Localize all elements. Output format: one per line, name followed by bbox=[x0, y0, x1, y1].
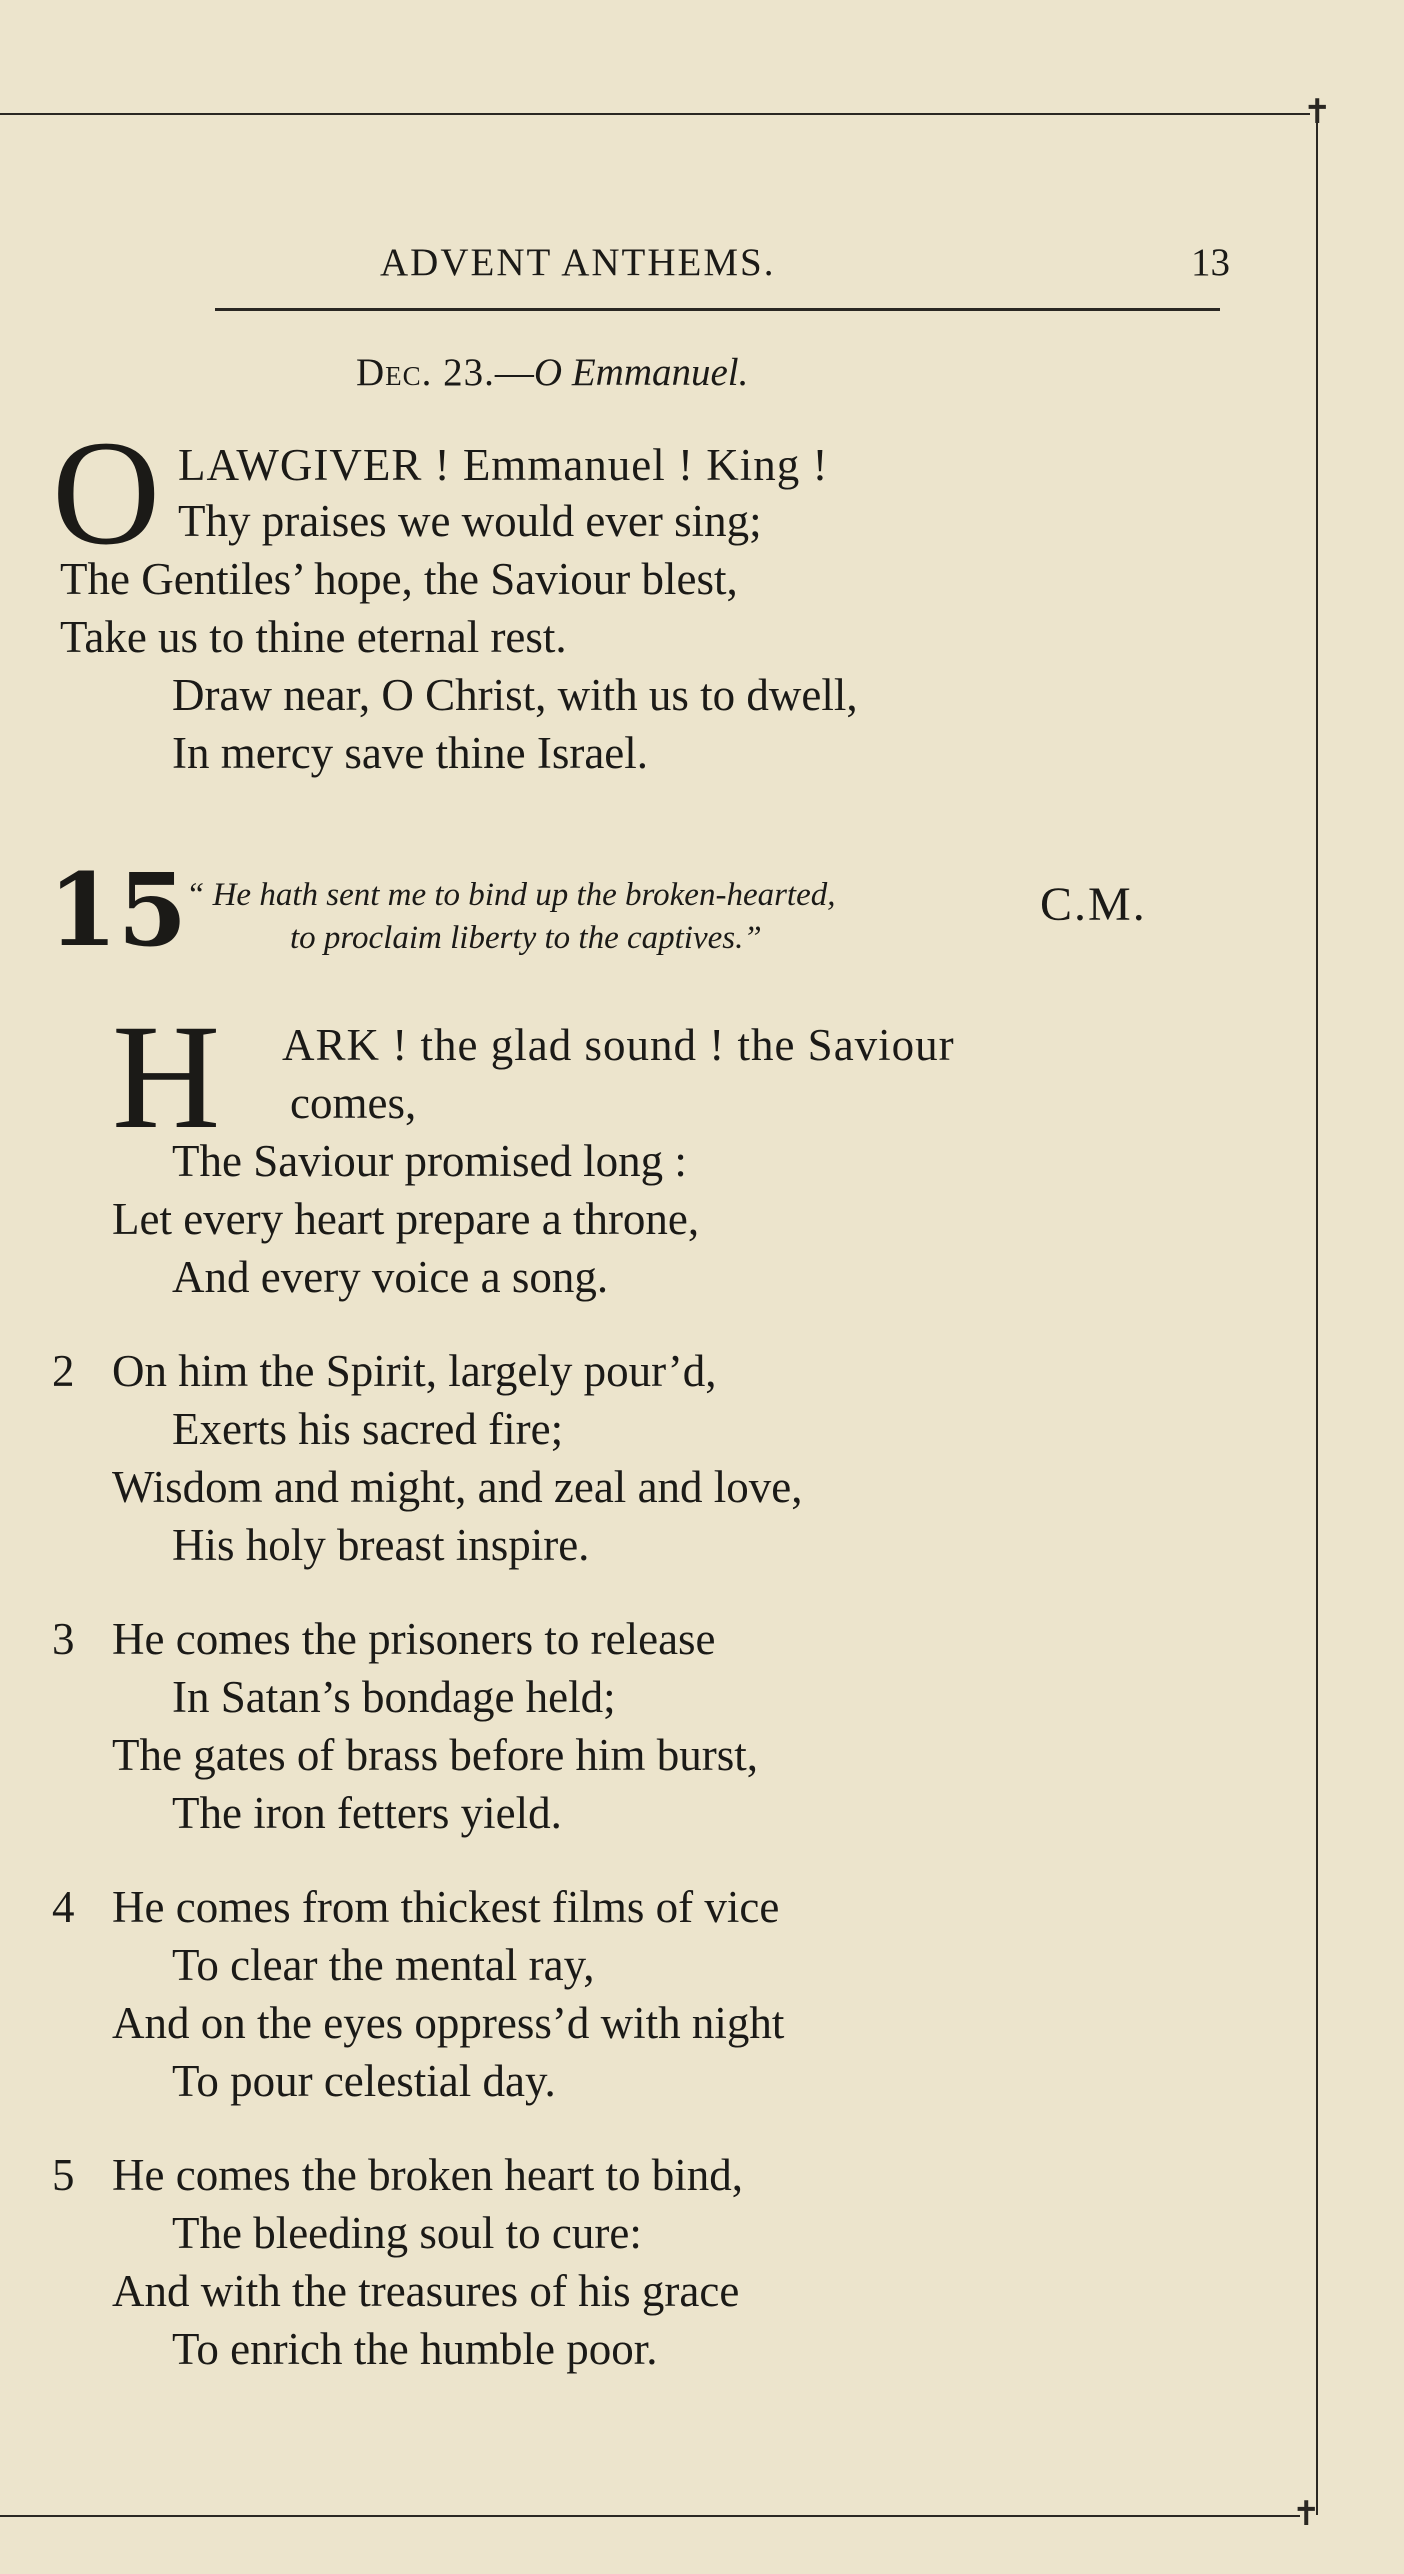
verse2-line-3: Wisdom and might, and zeal and love, bbox=[112, 1462, 803, 1512]
top-border-rule bbox=[0, 113, 1310, 115]
verse1-line-1-cont: comes, bbox=[290, 1078, 417, 1128]
verse1-line-1: ARK ! the glad sound ! the Saviour bbox=[282, 1020, 955, 1070]
anthem-line-6: In mercy save thine Israel. bbox=[172, 728, 649, 778]
verse3-line-3: The gates of brass before him burst, bbox=[112, 1730, 759, 1780]
verse-number-3: 3 bbox=[52, 1614, 75, 1664]
verse5-line-2: The bleeding soul to cure: bbox=[172, 2208, 642, 2258]
verse4-line-4: To pour celestial day. bbox=[172, 2056, 556, 2106]
bottom-border-rule bbox=[0, 2515, 1300, 2517]
anthem-dropcap: O bbox=[52, 410, 161, 576]
verse2-line-1: On him the Spirit, largely pour’d, bbox=[112, 1346, 717, 1396]
anthem-line-5: Draw near, O Christ, with us to dwell, bbox=[172, 670, 858, 720]
hymn-number: 15 bbox=[48, 851, 188, 969]
verse2-line-4: His holy breast inspire. bbox=[172, 1520, 590, 1570]
verse1-dropcap: H bbox=[112, 994, 221, 1160]
top-cross-ornament: ✝ bbox=[1303, 92, 1332, 132]
anthem-line-4: Take us to thine eternal rest. bbox=[60, 612, 567, 662]
verse-number-4: 4 bbox=[52, 1882, 75, 1932]
verse1-line-4: And every voice a song. bbox=[172, 1252, 609, 1302]
running-title: ADVENT ANTHEMS. bbox=[380, 241, 776, 284]
section-heading bbox=[356, 350, 748, 395]
verse5-line-1: He comes the broken heart to bind, bbox=[112, 2150, 744, 2200]
verse3-line-1: He comes the prisoners to release bbox=[112, 1614, 716, 1664]
header-rule bbox=[215, 308, 1220, 311]
bottom-cross-ornament: ✝ bbox=[1292, 2494, 1321, 2534]
meter: C.M. bbox=[1040, 878, 1147, 931]
verse5-line-3: And with the treasures of his grace bbox=[112, 2266, 740, 2316]
verse4-line-2: To clear the mental ray, bbox=[172, 1940, 595, 1990]
verse4-line-1: He comes from thickest films of vice bbox=[112, 1882, 780, 1932]
verse5-line-4: To enrich the humble poor. bbox=[172, 2324, 658, 2374]
section-title: O Emmanuel. bbox=[533, 351, 749, 394]
verse4-line-3: And on the eyes oppress’d with night bbox=[112, 1998, 785, 2048]
page-number: 13 bbox=[1191, 241, 1230, 284]
section-date: Dec. 23. bbox=[356, 351, 495, 394]
anthem-line-1: LAWGIVER ! Emmanuel ! King ! bbox=[178, 440, 829, 490]
verse-number-2: 2 bbox=[52, 1346, 75, 1396]
verse3-line-4: The iron fetters yield. bbox=[172, 1788, 562, 1838]
anthem-line-3: The Gentiles’ hope, the Saviour blest, bbox=[60, 554, 738, 604]
running-head bbox=[0, 240, 1230, 290]
verse-number-5: 5 bbox=[52, 2150, 75, 2200]
epigraph-line-2: to proclaim liberty to the captives.” bbox=[290, 920, 762, 956]
verse1-line-2: The Saviour promised long : bbox=[172, 1136, 687, 1186]
verse1-line-3: Let every heart prepare a throne, bbox=[112, 1194, 700, 1244]
anthem-line-2: Thy praises we would ever sing; bbox=[178, 496, 762, 546]
verse3-line-2: In Satan’s bondage held; bbox=[172, 1672, 616, 1722]
section-dash: — bbox=[494, 351, 534, 394]
verse2-line-2: Exerts his sacred fire; bbox=[172, 1404, 564, 1454]
right-border-rule bbox=[1316, 113, 1318, 2515]
epigraph-line-1: “ He hath sent me to bind up the broken-hearted, bbox=[186, 877, 836, 913]
